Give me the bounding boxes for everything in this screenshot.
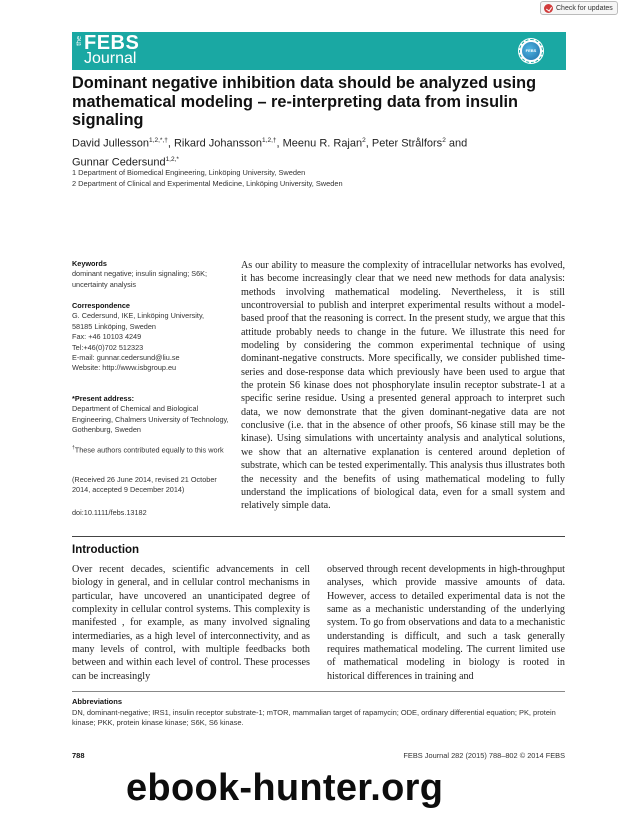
section-divider — [72, 536, 565, 537]
present-address-block — [72, 394, 232, 436]
article-title: Dominant negative inhibition data should be analyzed using mathematical modeling – re-interpreting data from insulin signaling — [72, 74, 537, 129]
journal-reference: FEBS Journal 282 (2015) 788–802 © 2014 FEBS — [403, 751, 565, 760]
correspondence-line: 58185 Linköping, Sweden — [72, 321, 156, 331]
present-address-text: Department of Chemical and Biological Engineering, Chalmers University of Technology, Gothenburg, Sweden — [72, 404, 229, 435]
keywords-text: dominant negative; insulin signaling; S6K; uncertainty analysis — [72, 269, 208, 289]
correspondence-line: G. Cedersund, IKE, Linköping University, — [72, 311, 205, 321]
correspondence-website[interactable]: Website: http://www.isbgroup.eu — [72, 363, 177, 373]
equal-contribution-text: These authors contributed equally to this work — [74, 445, 224, 455]
footnote-divider — [72, 691, 565, 692]
author: Gunnar Cedersund — [72, 156, 166, 169]
author: Peter Strålfors — [371, 137, 443, 150]
correspondence-block — [72, 301, 232, 374]
watermark: ebook-hunter.org — [126, 767, 444, 809]
check-for-updates-label: Check for updates — [556, 5, 613, 12]
journal-banner — [72, 32, 566, 70]
affiliation-1: 1 Department of Biomedical Engineering, Linköping University, Sweden — [72, 168, 306, 177]
author: Rikard Johansson — [173, 137, 263, 150]
author: David Jullesson — [72, 137, 150, 150]
author: Meenu R. Rajan — [282, 137, 363, 150]
keywords-heading: Keywords — [72, 259, 107, 268]
update-check-icon — [544, 4, 553, 13]
intro-column-2: observed through recent developments in high-throughput analyses, which provide massive amounts of data. However, access to detailed experimental data is not the same as a mechanistic understanding of the underlying system. To go from observations and data to a mechanistic understanding is difficult, and such a task generally requires mathematical modeling. The current limited use of mathematical modeling in biology is rooted in historical differences in training and — [327, 564, 565, 682]
logo-the: the — [76, 36, 83, 46]
introduction-heading: Introduction — [72, 544, 140, 556]
author-list: David Jullesson$^{1,2,*,\dagger}$, Rikard Johansson$^{1,2,\dagger}$, Meenu R. Rajan$^2$, Peter Strålfors$^2$ and Gunnar Cedersund$^{1,2,*}$ — [72, 137, 468, 169]
abbreviations-text: DN, dominant-negative; IRS1, insulin receptor substrate-1; mTOR, mammalian target of rapamycin; ODE, ordinary differential equation; PK, protein kinase; PKK, protein kinase kinase; S6K, S6 kinase. — [72, 708, 556, 728]
correspondence-line: Tel:+46(0)702 512323 — [72, 342, 144, 352]
logo-febs: FEBS — [84, 32, 140, 54]
page-number: 788 — [72, 751, 85, 760]
correspondence-email[interactable]: E-mail: gunnar.cedersund@liu.se — [72, 353, 180, 363]
check-for-updates-button[interactable] — [540, 1, 618, 15]
keywords-block — [72, 259, 232, 290]
intro-column-1: Over recent decades, scientific advancements in cell biology in general, and in cellular control mechanisms in particular, have uncovered an unanticipated degree of complexity in cellular control systems. This complexity is manifested , for example, as many involved signaling intermediaries, as a high level of interconnectivity, and as many levels of control, with multiple feedbacks both between and within each level of control. These processes can be increasingly — [72, 564, 310, 682]
abbreviations-heading: Abbreviations — [72, 697, 123, 706]
correspondence-heading: Correspondence — [72, 301, 130, 310]
febs-emblem-icon: FEBS — [518, 38, 544, 64]
abstract: As our ability to measure the complexity of intracellular networks has evolved, it has become increasingly clear that we need new methods for data analysis: methods involving mathematical modeling. Nevertheless, it is still uncontroversial to publish and interpret experimental results without a model-based proof that the reasoning is correct. In the present study, we argue that this attitude probably needs to change in the future. We illustrate this need for modeling by considering the common experimental technique of using dominant-negative constructs. More specifically, we consider published time-series and dose-response data which previously have been used to argue that the protein S6 kinase does not phosphorylate insulin receptor substrate-1 at a specific serine residue. Using a presented general approach to interpret such data, we now demonstrate that the given dominant-negative data are not conclusive (i.e. that in the absence of other proofs, S6 kinase still may be the kinase). Using simulations with uncertainty analysis and analytical solutions, we show that an alternative explanation is centered around depletion of substrate, which can be tested experimentally. This analysis thus illustrates both the necessity and the benefits of using mathematical modeling to fully understand the implications of biological data, even for a small system and relatively simple data. — [241, 260, 565, 512]
doi-link[interactable]: doi:10.1111/febs.13182 — [72, 508, 147, 517]
correspondence-line: Fax: +46 10103 4249 — [72, 332, 142, 342]
received-dates: (Received 26 June 2014, revised 21 October 2014, accepted 9 December 2014) — [72, 475, 217, 495]
equal-contribution-note: †These authors contributed equally to this work — [72, 445, 224, 455]
logo-journal: Journal — [84, 50, 137, 67]
present-address-heading: *Present address: — [72, 394, 135, 403]
affiliation-2: 2 Department of Clinical and Experimental Medicine, Linköping University, Sweden — [72, 179, 343, 188]
